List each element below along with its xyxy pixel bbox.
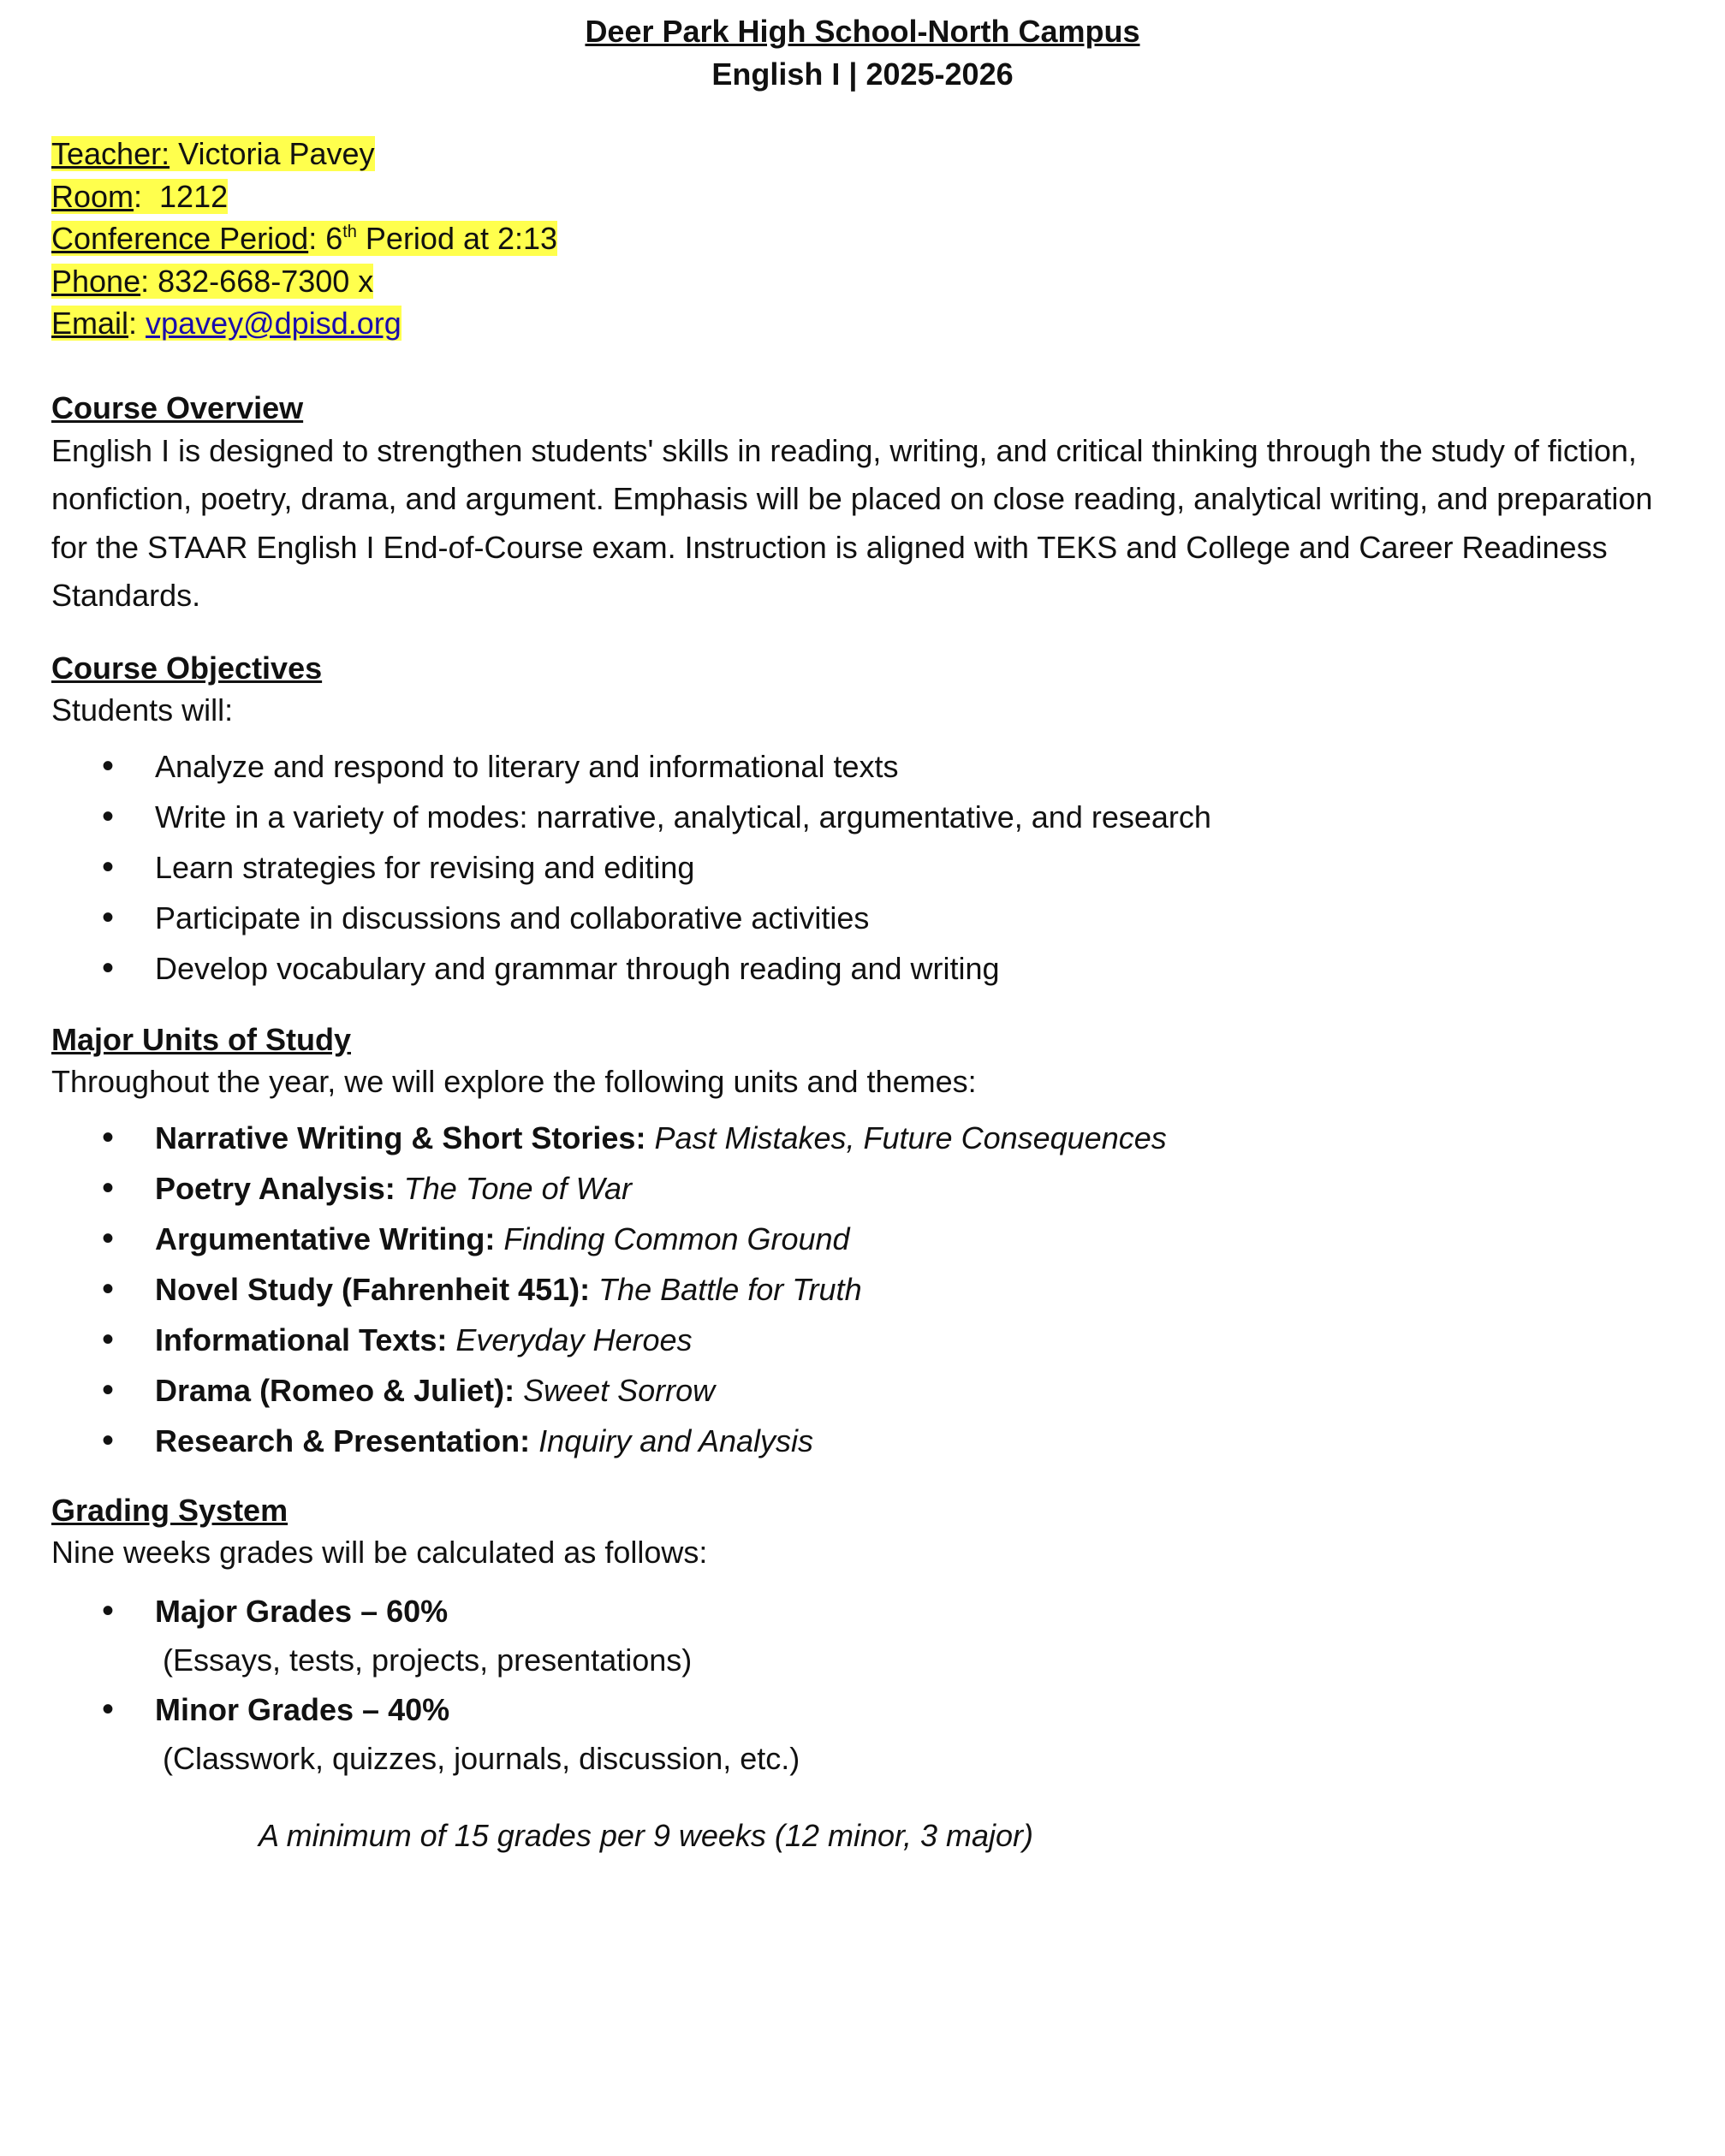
- list-item: • Write in a variety of modes: narrative, analytical, argumentative, and research: [51, 792, 1661, 842]
- unit-name: Narrative Writing & Short Stories:: [155, 1120, 646, 1155]
- grade-detail: (Classwork, quizzes, journals, discussion, etc.): [163, 1741, 800, 1776]
- unit-theme: The Tone of War: [403, 1170, 632, 1206]
- unit-name: Research & Presentation:: [155, 1422, 531, 1458]
- list-item: • Participate in discussions and collaborative activities: [51, 893, 1661, 943]
- unit-theme: Inquiry and Analysis: [538, 1422, 814, 1458]
- phone-line: [51, 260, 1661, 303]
- grading-intro: Nine weeks grades will be calculated as follows:: [51, 1534, 708, 1570]
- phone-label: Phone: [51, 263, 141, 299]
- unit-theme: Past Mistakes, Future Consequences: [654, 1120, 1167, 1155]
- grade-category: Major Grades – 60%: [155, 1593, 449, 1629]
- overview-heading: Course Overview: [51, 389, 304, 425]
- unit-theme: Everyday Heroes: [455, 1322, 693, 1357]
- contact-block: [51, 133, 1661, 345]
- teacher-name: Victoria Pavey: [170, 136, 375, 171]
- list-item: • Develop vocabulary and grammar through reading and writing: [51, 943, 1661, 994]
- email-separator: :: [128, 306, 146, 341]
- unit-name: Novel Study (Fahrenheit 451):: [155, 1271, 591, 1307]
- unit-name: Drama (Romeo & Juliet):: [155, 1372, 515, 1408]
- email-label: Email: [51, 306, 129, 341]
- list-item: [51, 1214, 1661, 1264]
- conference-sup: th: [342, 223, 357, 241]
- grading-note: A minimum of 15 grades per 9 weeks (12 minor, 3 major): [259, 1817, 1034, 1853]
- list-item: [51, 1163, 1661, 1214]
- list-item: • Learn strategies for revising and editing: [51, 842, 1661, 893]
- grading-section: [51, 1489, 1661, 1857]
- list-item: [51, 1365, 1661, 1416]
- room-line: [51, 175, 1661, 218]
- list-item: [51, 1315, 1661, 1365]
- unit-theme: Finding Common Ground: [503, 1221, 850, 1256]
- units-list: [51, 1113, 1661, 1466]
- teacher-label: Teacher:: [51, 136, 170, 171]
- room-number: : 1212: [134, 178, 229, 214]
- room-label: Room: [51, 178, 134, 214]
- course-title: English I | 2025-2026: [711, 56, 1014, 92]
- overview-section: [51, 387, 1661, 621]
- objectives-list: [51, 741, 1661, 994]
- objectives-intro: Students will:: [51, 692, 234, 728]
- grade-category: Minor Grades – 40%: [155, 1691, 450, 1727]
- overview-text: English I is designed to strengthen students' skills in reading, writing, and critical thinking through the study of fiction, nonfiction, poetry, drama, and argument. Emphasis will be placed on close reading, analytical writing, and preparation for the STAAR English I End-of-Course exam. Instruction is aligned with TEKS and College and Career Readiness Standards.: [51, 432, 1653, 613]
- grading-list: [51, 1587, 1661, 1784]
- list-item: [51, 1264, 1661, 1315]
- objectives-heading: Course Objectives: [51, 650, 323, 686]
- unit-theme: The Battle for Truth: [598, 1271, 862, 1307]
- conference-prefix: : 6: [308, 221, 343, 256]
- unit-name: Poetry Analysis:: [155, 1170, 396, 1206]
- document-header: [0, 10, 1725, 96]
- list-item: [51, 1416, 1661, 1466]
- phone-number: : 832-668-7300 x: [140, 263, 374, 299]
- objectives-section: [51, 647, 1661, 994]
- email-line: [51, 302, 1661, 345]
- document-body: [51, 133, 1661, 1857]
- list-item: • Analyze and respond to literary and informational texts: [51, 741, 1661, 792]
- grading-heading: Grading System: [51, 1492, 288, 1528]
- conference-time: Period at 2:13: [356, 221, 558, 256]
- school-name: Deer Park High School-North Campus: [585, 14, 1140, 49]
- list-item: [51, 1685, 1661, 1784]
- list-item: [51, 1587, 1661, 1685]
- units-section: [51, 1019, 1661, 1466]
- units-heading: Major Units of Study: [51, 1021, 351, 1057]
- conference-label: Conference Period: [51, 221, 309, 256]
- unit-name: Informational Texts:: [155, 1322, 448, 1357]
- unit-theme: Sweet Sorrow: [523, 1372, 716, 1408]
- list-item: [51, 1113, 1661, 1163]
- conference-line: [51, 217, 1661, 260]
- teacher-line: [51, 133, 1661, 175]
- email-link[interactable]: vpavey@dpisd.org: [146, 306, 402, 341]
- unit-name: Argumentative Writing:: [155, 1221, 496, 1256]
- units-intro: Throughout the year, we will explore the following units and themes:: [51, 1063, 977, 1099]
- grade-detail: (Essays, tests, projects, presentations): [163, 1642, 693, 1678]
